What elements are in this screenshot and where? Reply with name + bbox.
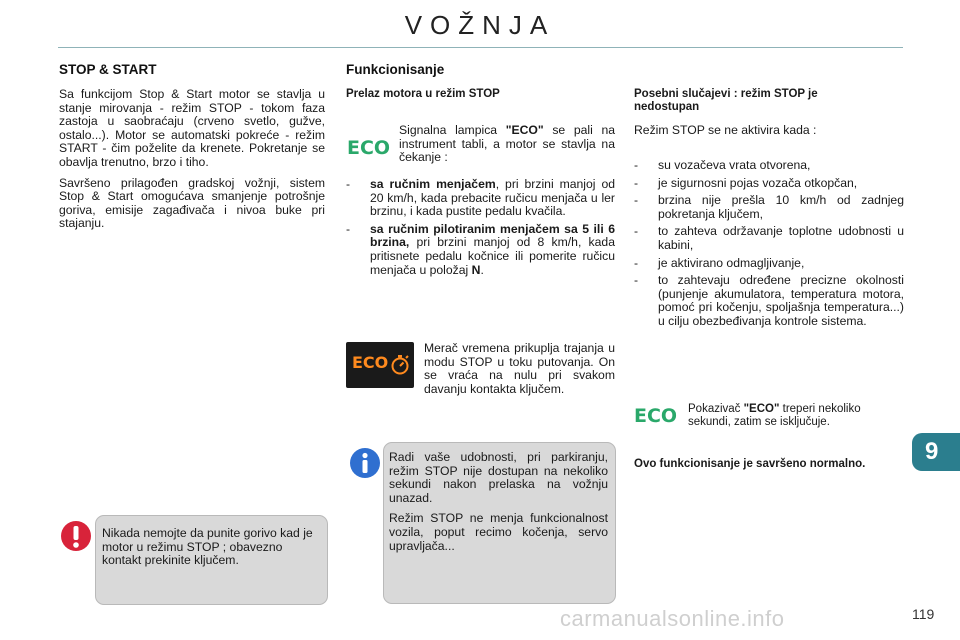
- piloted-gearbox-bold: sa ručnim pilotiranim menjačem sa 5 ili 6 brzina,: [370, 221, 615, 250]
- blink-text-eco: "ECO": [743, 403, 780, 415]
- list-item: - je sigurnosni pojas vozača otkopčan,: [634, 175, 858, 190]
- info-text: [389, 451, 608, 560]
- blink-text-b: treperi nekoliko sekundi, zatim se isključuje.: [688, 403, 861, 429]
- list-item: - to zahtevaju određene precizne okolnosti (punjenje akumulatora, temperatura motora, pomoć pri kočenju, spoljašnja temperatura...) u cilju obezbeđivanja kontrole sistema.: [634, 273, 904, 328]
- stop-start-heading: STOP & START: [59, 62, 157, 77]
- warning-icon: [60, 520, 92, 552]
- info-icon: [349, 447, 381, 479]
- timer-text: Merač vremena prikuplja trajanja u modu STOP u toku putovanja. On se vraća na nulu pri svakom davanju kontakta ključem.: [424, 341, 615, 396]
- info-paragraph-2: Režim STOP ne menja funkcionalnost vozila, poput recimo kočenja, servo upravljača...: [389, 511, 608, 553]
- blinking-text: [688, 403, 904, 430]
- watermark: carmanualsonline.info: [560, 606, 785, 631]
- list-item-text: je sigurnosni pojas vozača otkopčan,: [658, 175, 858, 190]
- signal-text-b: se pali na instrument tabli, a motor se stavlja na čekanje :: [399, 123, 616, 165]
- page-number: 119: [912, 606, 935, 622]
- list-item: - sa ručnim menjačem, pri brzini manjoj od 20 km/h, kada prebacite ručicu menjača u ler brzinu, i kada pustite pedalu kvačila.: [346, 177, 615, 219]
- signal-lamp-text: [399, 124, 615, 165]
- list-item-text: je aktivirano odmagljivanje,: [658, 255, 805, 270]
- special-cases-intro: Režim STOP se ne aktivira kada :: [634, 123, 817, 137]
- blink-text-a: Pokazivač: [688, 403, 744, 415]
- chapter-tab: 9: [912, 433, 960, 471]
- list-item: - sa ručnim pilotiranim menjačem sa 5 ili 6 brzina, pri brzini manjoj od 8 km/h, kada pritisnete pedalu kočnice ili pomerite ručicu menjača u položaj N.: [346, 221, 615, 277]
- header-rule: [58, 47, 903, 48]
- list-item: - brzina nije prešla 10 km/h od zadnjeg pokretanja ključem,: [634, 193, 904, 221]
- piloted-gearbox-text: pri brzini manjoj od 8 km/h, kada pritisnete pedalu kočnice ili pomerite ručicu menjača u položaj: [370, 235, 615, 277]
- stopwatch-icon: [390, 354, 410, 376]
- eco-green-icon: ECO: [347, 137, 391, 159]
- info-paragraph-1: Radi vaše udobnosti, pri parkiranju, režim STOP nije dostupan na nekoliko sekundi nakon prelaska na vožnju unazad.: [389, 450, 608, 505]
- intro-paragraph-2: Savršeno prilagođen gradskoj vožnji, sistem Stop & Start omogućava smanjenje potrošnje goriva, emisije zagađivača i nivoa buke pri stajanju.: [59, 175, 325, 231]
- stop-mode-subheading: Prelaz motora u režim STOP: [346, 88, 500, 100]
- manual-gearbox-text: , pri brzini manjoj od 20 km/h, kada prebacite ručicu menjača u ler brzinu, i kada pustite pedalu kvačila.: [370, 177, 615, 219]
- eco-timer-icon: [346, 342, 414, 388]
- special-cases-subheading: Posebni slučajevi : režim STOP je nedostupan: [634, 88, 818, 113]
- stop-conditions-list: [346, 178, 615, 281]
- eco-blinking-icon: ECO: [634, 405, 678, 427]
- eco-timer-label: ECO: [352, 353, 389, 372]
- list-item-text: to zahtevaju određene precizne okolnosti (punjenje akumulatora, temperatura motora, pomoć pri kočenju, spoljašnja temperatura...) u cilju obezbeđivanja kontrole sistema.: [658, 273, 904, 328]
- normal-operation-note: Ovo funkcionisanje je savršeno normalno.: [634, 458, 866, 470]
- list-item: - su vozačeva vrata otvorena,: [634, 158, 811, 172]
- position-n: N: [471, 262, 481, 277]
- list-item-text: su vozačeva vrata otvorena,: [658, 158, 811, 172]
- list-item-text: to zahteva održavanje toplotne udobnosti u kabini,: [658, 224, 904, 252]
- intro-text: [59, 88, 325, 238]
- warning-text: Nikada nemojte da punite gorivo kad je motor u režimu STOP ; obavezno kontakt prekinite ključem.: [102, 526, 313, 568]
- functioning-heading: Funkcionisanje: [346, 62, 445, 77]
- intro-paragraph-1: Sa funkcijom Stop & Start motor se stavlja u stanje mirovanja - režim STOP - tokom faza zastoja u saobraćaju (crveno svetlo, gužve, ostalo...). Motor se automatski pokreće - režim START - čim poželite da krenete. Pokretanje se obavlja trenutno, brzo i tiho.: [59, 87, 325, 169]
- list-item: - je aktivirano odmagljivanje,: [634, 255, 805, 270]
- manual-gearbox-bold: sa ručnim menjačem: [370, 177, 496, 191]
- signal-text-eco: "ECO": [505, 123, 544, 137]
- list-item: - to zahteva održavanje toplotne udobnosti u kabini,: [634, 224, 904, 252]
- list-item-text: brzina nije prešla 10 km/h od zadnjeg pokretanja ključem,: [658, 193, 904, 221]
- signal-text-a: Signalna lampica: [399, 123, 506, 137]
- page-title: VOŽNJA: [404, 10, 556, 40]
- unavailable-conditions-list: [634, 159, 904, 333]
